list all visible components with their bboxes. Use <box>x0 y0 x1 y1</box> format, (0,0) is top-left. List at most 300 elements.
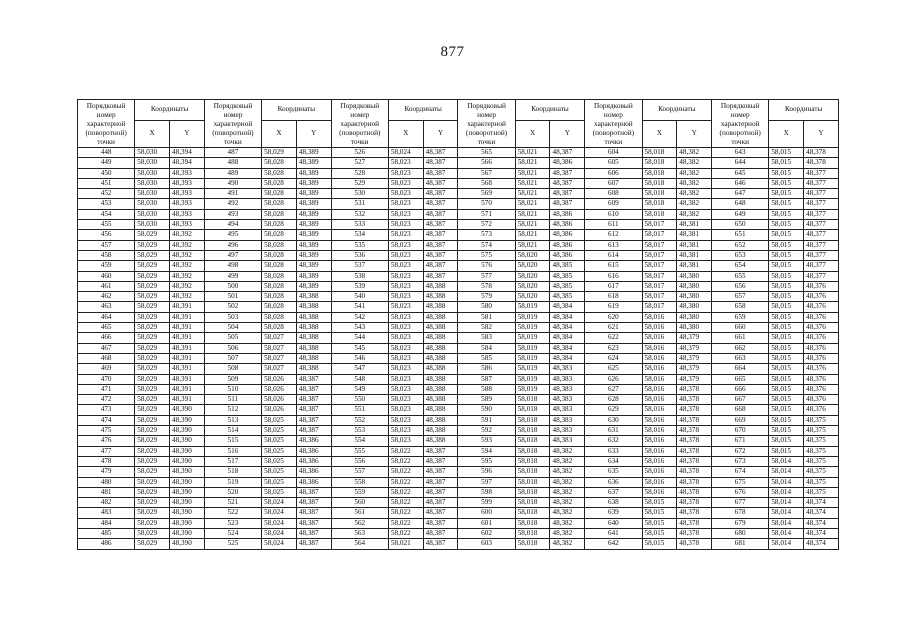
point-number-cell: 668 <box>712 405 769 415</box>
x-coordinate-cell: 58,026 <box>262 374 297 384</box>
point-number-cell: 626 <box>585 374 642 384</box>
y-coordinate-cell: 48,390 <box>170 415 205 425</box>
point-number-cell: 524 <box>204 528 261 538</box>
y-coordinate-cell: 48,387 <box>423 189 458 199</box>
x-coordinate-cell: 58,029 <box>135 518 170 528</box>
point-number-cell: 634 <box>585 456 642 466</box>
y-coordinate-cell: 48,382 <box>677 199 712 209</box>
point-number-cell: 543 <box>331 323 388 333</box>
y-coordinate-cell: 48,389 <box>296 178 331 188</box>
point-number-cell: 482 <box>78 498 135 508</box>
y-coordinate-cell: 48,387 <box>423 508 458 518</box>
x-coordinate-cell: 58,019 <box>515 353 550 363</box>
x-coordinate-cell: 58,023 <box>388 158 423 168</box>
x-coordinate-cell: 58,022 <box>388 477 423 487</box>
y-coordinate-cell: 48,387 <box>423 271 458 281</box>
point-number-cell: 474 <box>78 415 135 425</box>
y-coordinate-cell: 48,381 <box>677 250 712 260</box>
y-coordinate-cell: 48,388 <box>423 312 458 322</box>
y-coordinate-cell: 48,388 <box>423 281 458 291</box>
x-coordinate-cell: 58,018 <box>515 477 550 487</box>
y-coordinate-cell: 48,390 <box>170 477 205 487</box>
x-coordinate-cell: 58,024 <box>388 148 423 158</box>
x-coordinate-cell: 58,017 <box>642 281 677 291</box>
x-coordinate-cell: 58,021 <box>515 148 550 158</box>
y-coordinate-cell: 48,388 <box>296 302 331 312</box>
x-coordinate-cell: 58,022 <box>388 446 423 456</box>
point-number-cell: 574 <box>458 240 515 250</box>
y-coordinate-cell: 48,393 <box>170 220 205 230</box>
point-number-cell: 494 <box>204 220 261 230</box>
point-number-cell: 459 <box>78 261 135 271</box>
x-coordinate-cell: 58,021 <box>515 178 550 188</box>
header-x: X <box>515 120 550 147</box>
point-number-cell: 677 <box>712 498 769 508</box>
y-coordinate-cell: 48,393 <box>170 168 205 178</box>
y-coordinate-cell: 48,391 <box>170 395 205 405</box>
point-number-cell: 519 <box>204 477 261 487</box>
x-coordinate-cell: 58,023 <box>388 199 423 209</box>
point-number-cell: 475 <box>78 426 135 436</box>
y-coordinate-cell: 48,378 <box>804 158 839 168</box>
point-number-cell: 484 <box>78 518 135 528</box>
point-number-cell: 564 <box>331 539 388 549</box>
y-coordinate-cell: 48,389 <box>296 230 331 240</box>
table-row <box>78 384 839 394</box>
y-coordinate-cell: 48,376 <box>804 312 839 322</box>
point-number-cell: 632 <box>585 436 642 446</box>
y-coordinate-cell: 48,376 <box>804 364 839 374</box>
point-number-cell: 656 <box>712 281 769 291</box>
point-number-cell: 610 <box>585 209 642 219</box>
point-number-cell: 639 <box>585 508 642 518</box>
x-coordinate-cell: 58,015 <box>769 220 804 230</box>
table-row <box>78 353 839 363</box>
point-number-cell: 518 <box>204 467 261 477</box>
x-coordinate-cell: 58,014 <box>769 477 804 487</box>
point-number-cell: 461 <box>78 281 135 291</box>
x-coordinate-cell: 58,025 <box>262 415 297 425</box>
x-coordinate-cell: 58,019 <box>515 384 550 394</box>
point-number-cell: 624 <box>585 353 642 363</box>
x-coordinate-cell: 58,023 <box>388 240 423 250</box>
point-number-cell: 469 <box>78 364 135 374</box>
y-coordinate-cell: 48,377 <box>804 178 839 188</box>
y-coordinate-cell: 48,374 <box>804 528 839 538</box>
y-coordinate-cell: 48,387 <box>423 250 458 260</box>
x-coordinate-cell: 58,024 <box>262 518 297 528</box>
point-number-cell: 528 <box>331 168 388 178</box>
y-coordinate-cell: 48,388 <box>423 415 458 425</box>
point-number-cell: 602 <box>458 528 515 538</box>
y-coordinate-cell: 48,379 <box>677 374 712 384</box>
y-coordinate-cell: 48,383 <box>550 395 585 405</box>
point-number-cell: 619 <box>585 302 642 312</box>
y-coordinate-cell: 48,387 <box>423 158 458 168</box>
y-coordinate-cell: 48,382 <box>550 498 585 508</box>
point-number-cell: 665 <box>712 374 769 384</box>
point-number-cell: 636 <box>585 477 642 487</box>
y-coordinate-cell: 48,379 <box>677 343 712 353</box>
table-row <box>78 498 839 508</box>
y-coordinate-cell: 48,378 <box>677 467 712 477</box>
x-coordinate-cell: 58,021 <box>515 230 550 240</box>
x-coordinate-cell: 58,025 <box>262 446 297 456</box>
y-coordinate-cell: 48,388 <box>423 353 458 363</box>
y-coordinate-cell: 48,383 <box>550 374 585 384</box>
y-coordinate-cell: 48,388 <box>423 436 458 446</box>
point-number-cell: 576 <box>458 261 515 271</box>
y-coordinate-cell: 48,389 <box>296 250 331 260</box>
y-coordinate-cell: 48,375 <box>804 477 839 487</box>
point-number-cell: 578 <box>458 281 515 291</box>
point-number-cell: 673 <box>712 456 769 466</box>
point-number-cell: 472 <box>78 395 135 405</box>
x-coordinate-cell: 58,029 <box>135 353 170 363</box>
x-coordinate-cell: 58,015 <box>769 292 804 302</box>
table-header <box>78 100 839 148</box>
x-coordinate-cell: 58,027 <box>262 353 297 363</box>
y-coordinate-cell: 48,386 <box>550 209 585 219</box>
point-number-cell: 548 <box>331 374 388 384</box>
x-coordinate-cell: 58,028 <box>262 292 297 302</box>
table-row <box>78 220 839 230</box>
point-number-cell: 553 <box>331 426 388 436</box>
x-coordinate-cell: 58,017 <box>642 230 677 240</box>
y-coordinate-cell: 48,376 <box>804 374 839 384</box>
x-coordinate-cell: 58,019 <box>515 364 550 374</box>
y-coordinate-cell: 48,390 <box>170 498 205 508</box>
point-number-cell: 615 <box>585 261 642 271</box>
y-coordinate-cell: 48,384 <box>550 333 585 343</box>
x-coordinate-cell: 58,024 <box>262 539 297 549</box>
x-coordinate-cell: 58,020 <box>515 261 550 271</box>
header-point-number: Порядковый номер характерной (поворотной) точки <box>585 100 642 148</box>
y-coordinate-cell: 48,392 <box>170 250 205 260</box>
point-number-cell: 641 <box>585 528 642 538</box>
x-coordinate-cell: 58,023 <box>388 209 423 219</box>
x-coordinate-cell: 58,015 <box>769 209 804 219</box>
table-row <box>78 374 839 384</box>
x-coordinate-cell: 58,015 <box>769 178 804 188</box>
point-number-cell: 674 <box>712 467 769 477</box>
y-coordinate-cell: 48,378 <box>677 395 712 405</box>
x-coordinate-cell: 58,030 <box>135 178 170 188</box>
x-coordinate-cell: 58,015 <box>769 312 804 322</box>
y-coordinate-cell: 48,378 <box>804 148 839 158</box>
point-number-cell: 468 <box>78 353 135 363</box>
x-coordinate-cell: 58,018 <box>515 539 550 549</box>
x-coordinate-cell: 58,015 <box>642 498 677 508</box>
x-coordinate-cell: 58,028 <box>262 240 297 250</box>
x-coordinate-cell: 58,020 <box>515 250 550 260</box>
point-number-cell: 464 <box>78 312 135 322</box>
point-number-cell: 651 <box>712 230 769 240</box>
x-coordinate-cell: 58,018 <box>642 199 677 209</box>
table-row <box>78 250 839 260</box>
x-coordinate-cell: 58,015 <box>769 353 804 363</box>
point-number-cell: 558 <box>331 477 388 487</box>
point-number-cell: 676 <box>712 487 769 497</box>
x-coordinate-cell: 58,016 <box>642 312 677 322</box>
x-coordinate-cell: 58,018 <box>642 178 677 188</box>
x-coordinate-cell: 58,016 <box>642 364 677 374</box>
y-coordinate-cell: 48,382 <box>550 508 585 518</box>
point-number-cell: 609 <box>585 199 642 209</box>
y-coordinate-cell: 48,375 <box>804 426 839 436</box>
point-number-cell: 661 <box>712 333 769 343</box>
y-coordinate-cell: 48,391 <box>170 384 205 394</box>
y-coordinate-cell: 48,388 <box>423 364 458 374</box>
point-number-cell: 563 <box>331 528 388 538</box>
point-number-cell: 471 <box>78 384 135 394</box>
table-row <box>78 446 839 456</box>
x-coordinate-cell: 58,024 <box>262 528 297 538</box>
point-number-cell: 620 <box>585 312 642 322</box>
x-coordinate-cell: 58,023 <box>388 323 423 333</box>
x-coordinate-cell: 58,029 <box>135 384 170 394</box>
x-coordinate-cell: 58,017 <box>642 250 677 260</box>
x-coordinate-cell: 58,028 <box>262 220 297 230</box>
x-coordinate-cell: 58,016 <box>642 426 677 436</box>
y-coordinate-cell: 48,387 <box>423 240 458 250</box>
y-coordinate-cell: 48,377 <box>804 261 839 271</box>
y-coordinate-cell: 48,389 <box>296 220 331 230</box>
table-row <box>78 487 839 497</box>
x-coordinate-cell: 58,019 <box>515 343 550 353</box>
y-coordinate-cell: 48,387 <box>423 539 458 549</box>
x-coordinate-cell: 58,029 <box>135 230 170 240</box>
y-coordinate-cell: 48,380 <box>677 323 712 333</box>
x-coordinate-cell: 58,014 <box>769 487 804 497</box>
x-coordinate-cell: 58,028 <box>262 281 297 291</box>
point-number-cell: 642 <box>585 539 642 549</box>
point-number-cell: 531 <box>331 199 388 209</box>
y-coordinate-cell: 48,380 <box>677 271 712 281</box>
point-number-cell: 666 <box>712 384 769 394</box>
y-coordinate-cell: 48,387 <box>296 405 331 415</box>
y-coordinate-cell: 48,382 <box>677 209 712 219</box>
x-coordinate-cell: 58,023 <box>388 281 423 291</box>
y-coordinate-cell: 48,378 <box>677 415 712 425</box>
point-number-cell: 583 <box>458 333 515 343</box>
header-y: Y <box>677 120 712 147</box>
y-coordinate-cell: 48,378 <box>677 508 712 518</box>
point-number-cell: 506 <box>204 343 261 353</box>
x-coordinate-cell: 58,021 <box>515 209 550 219</box>
x-coordinate-cell: 58,023 <box>388 312 423 322</box>
x-coordinate-cell: 58,023 <box>388 250 423 260</box>
point-number-cell: 546 <box>331 353 388 363</box>
point-number-cell: 521 <box>204 498 261 508</box>
coordinates-table <box>77 99 839 550</box>
point-number-cell: 655 <box>712 271 769 281</box>
point-number-cell: 608 <box>585 189 642 199</box>
point-number-cell: 491 <box>204 189 261 199</box>
x-coordinate-cell: 58,020 <box>515 292 550 302</box>
header-y: Y <box>550 120 585 147</box>
x-coordinate-cell: 58,018 <box>515 508 550 518</box>
x-coordinate-cell: 58,028 <box>262 302 297 312</box>
page-number: 877 <box>440 44 465 60</box>
y-coordinate-cell: 48,384 <box>550 312 585 322</box>
y-coordinate-cell: 48,385 <box>550 271 585 281</box>
x-coordinate-cell: 58,015 <box>642 508 677 518</box>
x-coordinate-cell: 58,025 <box>262 467 297 477</box>
x-coordinate-cell: 58,016 <box>642 374 677 384</box>
y-coordinate-cell: 48,376 <box>804 333 839 343</box>
y-coordinate-cell: 48,388 <box>423 384 458 394</box>
x-coordinate-cell: 58,015 <box>769 240 804 250</box>
x-coordinate-cell: 58,019 <box>515 333 550 343</box>
point-number-cell: 456 <box>78 230 135 240</box>
point-number-cell: 549 <box>331 384 388 394</box>
point-number-cell: 675 <box>712 477 769 487</box>
point-number-cell: 614 <box>585 250 642 260</box>
y-coordinate-cell: 48,375 <box>804 446 839 456</box>
y-coordinate-cell: 48,387 <box>296 426 331 436</box>
x-coordinate-cell: 58,022 <box>388 498 423 508</box>
header-point-number: Порядковый номер характерной (поворотной) точки <box>712 100 769 148</box>
y-coordinate-cell: 48,387 <box>550 199 585 209</box>
point-number-cell: 455 <box>78 220 135 230</box>
point-number-cell: 504 <box>204 323 261 333</box>
point-number-cell: 498 <box>204 261 261 271</box>
point-number-cell: 514 <box>204 426 261 436</box>
x-coordinate-cell: 58,016 <box>642 487 677 497</box>
table-row <box>78 312 839 322</box>
y-coordinate-cell: 48,390 <box>170 436 205 446</box>
x-coordinate-cell: 58,028 <box>262 323 297 333</box>
x-coordinate-cell: 58,028 <box>262 209 297 219</box>
y-coordinate-cell: 48,377 <box>804 199 839 209</box>
x-coordinate-cell: 58,020 <box>515 271 550 281</box>
point-number-cell: 592 <box>458 426 515 436</box>
y-coordinate-cell: 48,387 <box>296 415 331 425</box>
point-number-cell: 505 <box>204 333 261 343</box>
y-coordinate-cell: 48,394 <box>170 148 205 158</box>
point-number-cell: 680 <box>712 528 769 538</box>
x-coordinate-cell: 58,015 <box>642 528 677 538</box>
y-coordinate-cell: 48,387 <box>423 178 458 188</box>
y-coordinate-cell: 48,393 <box>170 209 205 219</box>
y-coordinate-cell: 48,387 <box>296 384 331 394</box>
y-coordinate-cell: 48,388 <box>296 292 331 302</box>
y-coordinate-cell: 48,387 <box>423 148 458 158</box>
x-coordinate-cell: 58,017 <box>642 292 677 302</box>
point-number-cell: 559 <box>331 487 388 497</box>
x-coordinate-cell: 58,015 <box>769 374 804 384</box>
point-number-cell: 638 <box>585 498 642 508</box>
point-number-cell: 567 <box>458 168 515 178</box>
y-coordinate-cell: 48,376 <box>804 384 839 394</box>
y-coordinate-cell: 48,378 <box>677 446 712 456</box>
y-coordinate-cell: 48,388 <box>423 426 458 436</box>
y-coordinate-cell: 48,386 <box>550 230 585 240</box>
x-coordinate-cell: 58,029 <box>135 250 170 260</box>
point-number-cell: 539 <box>331 281 388 291</box>
header-x: X <box>262 120 297 147</box>
point-number-cell: 556 <box>331 456 388 466</box>
point-number-cell: 663 <box>712 353 769 363</box>
y-coordinate-cell: 48,389 <box>296 158 331 168</box>
header-y: Y <box>296 120 331 147</box>
x-coordinate-cell: 58,027 <box>262 364 297 374</box>
point-number-cell: 486 <box>78 539 135 549</box>
point-number-cell: 473 <box>78 405 135 415</box>
header-point-number: Порядковый номер характерной (поворотной) точки <box>458 100 515 148</box>
x-coordinate-cell: 58,028 <box>262 158 297 168</box>
y-coordinate-cell: 48,387 <box>423 220 458 230</box>
x-coordinate-cell: 58,015 <box>769 426 804 436</box>
y-coordinate-cell: 48,380 <box>677 292 712 302</box>
y-coordinate-cell: 48,383 <box>550 436 585 446</box>
point-number-cell: 485 <box>78 528 135 538</box>
point-number-cell: 605 <box>585 158 642 168</box>
x-coordinate-cell: 58,016 <box>642 405 677 415</box>
x-coordinate-cell: 58,018 <box>515 395 550 405</box>
y-coordinate-cell: 48,381 <box>677 261 712 271</box>
y-coordinate-cell: 48,382 <box>677 158 712 168</box>
y-coordinate-cell: 48,390 <box>170 539 205 549</box>
point-number-cell: 572 <box>458 220 515 230</box>
y-coordinate-cell: 48,387 <box>423 230 458 240</box>
x-coordinate-cell: 58,028 <box>262 250 297 260</box>
header-x: X <box>135 120 170 147</box>
x-coordinate-cell: 58,022 <box>388 518 423 528</box>
point-number-cell: 495 <box>204 230 261 240</box>
point-number-cell: 591 <box>458 415 515 425</box>
point-number-cell: 628 <box>585 395 642 405</box>
y-coordinate-cell: 48,377 <box>804 271 839 281</box>
point-number-cell: 477 <box>78 446 135 456</box>
point-number-cell: 565 <box>458 148 515 158</box>
point-number-cell: 604 <box>585 148 642 158</box>
x-coordinate-cell: 58,015 <box>769 343 804 353</box>
x-coordinate-cell: 58,023 <box>388 230 423 240</box>
x-coordinate-cell: 58,015 <box>769 302 804 312</box>
y-coordinate-cell: 48,388 <box>296 323 331 333</box>
x-coordinate-cell: 58,016 <box>642 477 677 487</box>
point-number-cell: 593 <box>458 436 515 446</box>
x-coordinate-cell: 58,026 <box>262 395 297 405</box>
point-number-cell: 600 <box>458 508 515 518</box>
y-coordinate-cell: 48,387 <box>550 148 585 158</box>
table-row <box>78 302 839 312</box>
point-number-cell: 586 <box>458 364 515 374</box>
y-coordinate-cell: 48,387 <box>423 199 458 209</box>
y-coordinate-cell: 48,378 <box>677 456 712 466</box>
point-number-cell: 648 <box>712 199 769 209</box>
point-number-cell: 582 <box>458 323 515 333</box>
y-coordinate-cell: 48,379 <box>677 353 712 363</box>
point-number-cell: 649 <box>712 209 769 219</box>
point-number-cell: 552 <box>331 415 388 425</box>
point-number-cell: 554 <box>331 436 388 446</box>
y-coordinate-cell: 48,387 <box>296 487 331 497</box>
x-coordinate-cell: 58,029 <box>135 343 170 353</box>
y-coordinate-cell: 48,388 <box>423 302 458 312</box>
y-coordinate-cell: 48,382 <box>550 528 585 538</box>
point-number-cell: 490 <box>204 178 261 188</box>
y-coordinate-cell: 48,391 <box>170 333 205 343</box>
point-number-cell: 654 <box>712 261 769 271</box>
y-coordinate-cell: 48,376 <box>804 353 839 363</box>
point-number-cell: 630 <box>585 415 642 425</box>
x-coordinate-cell: 58,023 <box>388 395 423 405</box>
y-coordinate-cell: 48,384 <box>550 323 585 333</box>
y-coordinate-cell: 48,378 <box>677 518 712 528</box>
